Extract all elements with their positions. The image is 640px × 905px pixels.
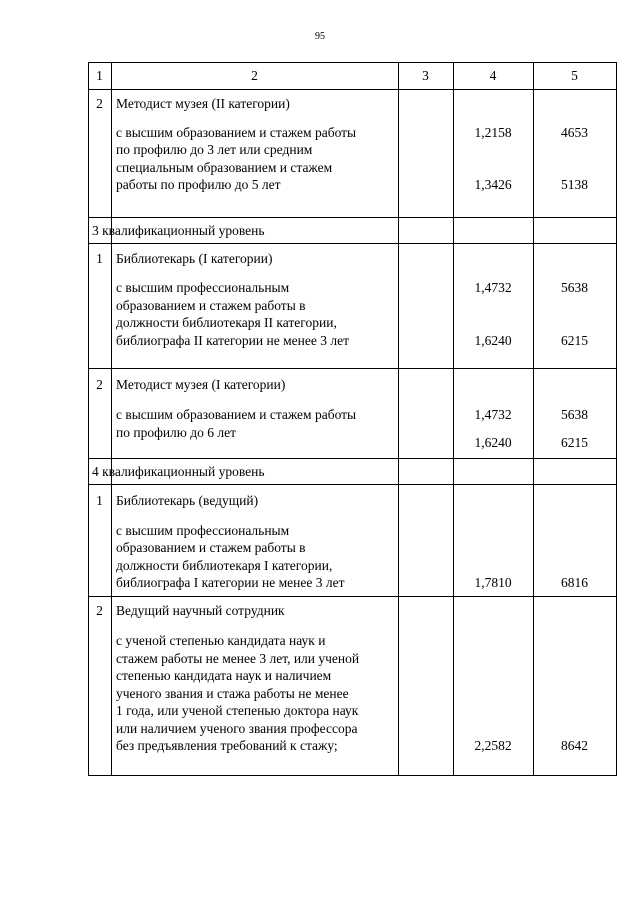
row-divider — [88, 458, 617, 459]
condition-line: без предъявления требований к стажу; — [116, 738, 338, 753]
condition-line: библиографа I категории не менее 3 лет — [116, 575, 345, 590]
coefficient-value: 1,7810 — [474, 575, 512, 590]
coefficient-value: 1,2158 — [474, 125, 512, 140]
row-divider — [88, 368, 617, 369]
condition-line: по профилю до 3 лет или средним — [116, 142, 313, 157]
header-col-3: 3 — [422, 68, 429, 83]
condition-line: по профилю до 6 лет — [116, 425, 236, 440]
table-border-bottom — [88, 775, 617, 776]
header-col-5: 5 — [571, 68, 578, 83]
row-number: 1 — [96, 251, 103, 266]
qualification-level-heading: 4 квалификационный уровень — [92, 464, 265, 479]
position-title: Методист музея (II категории) — [116, 96, 290, 111]
coefficient-value: 2,2582 — [474, 738, 512, 753]
condition-line: с высшим образованием и стажем работы — [116, 407, 357, 422]
salary-value: 5638 — [561, 407, 588, 422]
row-divider — [88, 217, 617, 218]
header-col-4: 4 — [489, 68, 497, 83]
condition-line: образованием и стажем работы в — [116, 540, 306, 555]
condition-line: с высшим образованием и стажем работы — [116, 125, 357, 140]
row-number: 2 — [96, 96, 103, 111]
position-title: Библиотекарь (I категории) — [116, 251, 273, 266]
position-title: Ведущий научный сотрудник — [116, 603, 285, 618]
condition-line: ученого звания и стажа работы не менее — [116, 686, 349, 701]
row-number: 1 — [96, 493, 103, 508]
page-number: 95 — [315, 31, 325, 42]
condition-line: степенью кандидата наук и наличием — [116, 668, 332, 683]
salary-table — [88, 62, 616, 776]
qualification-level-heading: 3 квалификационный уровень — [92, 223, 265, 238]
row-divider — [88, 596, 617, 597]
condition-line: с высшим профессиональным — [116, 280, 290, 295]
table-border-right — [616, 62, 617, 776]
table-border-top — [88, 62, 617, 63]
row-number: 2 — [96, 377, 103, 392]
header-col-2: 2 — [251, 68, 258, 83]
row-divider — [88, 243, 617, 244]
condition-line: с высшим профессиональным — [116, 523, 290, 538]
coefficient-value: 1,6240 — [474, 333, 512, 348]
condition-line: с ученой степенью кандидата наук и — [116, 633, 326, 648]
condition-line: должности библиотекаря I категории, — [116, 558, 333, 573]
condition-line: специальным образованием и стажем — [116, 160, 333, 175]
condition-line: образованием и стажем работы в — [116, 298, 306, 313]
position-title: Библиотекарь (ведущий) — [116, 493, 259, 508]
condition-line: или наличием ученого звания профессора — [116, 721, 358, 736]
coefficient-value: 1,3426 — [474, 177, 512, 192]
row-divider — [88, 89, 617, 90]
salary-value: 5638 — [561, 280, 588, 295]
condition-line: должности библиотекаря II категории, — [116, 315, 337, 330]
salary-value: 5138 — [561, 177, 588, 192]
condition-line: библиографа II категории не менее 3 лет — [116, 333, 349, 348]
coefficient-value: 1,4732 — [474, 280, 512, 295]
coefficient-value: 1,4732 — [474, 407, 512, 422]
column-divider-1 — [111, 62, 112, 776]
salary-value: 6816 — [561, 575, 588, 590]
row-number: 2 — [96, 603, 103, 618]
condition-line: 1 года, или ученой степенью доктора наук — [116, 703, 359, 718]
salary-value: 6215 — [561, 333, 588, 348]
column-divider-2 — [398, 62, 399, 776]
position-title: Методист музея (I категории) — [116, 377, 286, 392]
salary-value: 6215 — [561, 435, 588, 450]
header-col-1: 1 — [96, 68, 103, 83]
condition-line: работы по профилю до 5 лет — [116, 177, 281, 192]
salary-value: 8642 — [561, 738, 588, 753]
table-border-left — [88, 62, 89, 776]
row-divider — [88, 484, 617, 485]
coefficient-value: 1,6240 — [474, 435, 512, 450]
condition-line: стажем работы не менее 3 лет, или ученой — [116, 651, 360, 666]
salary-value: 4653 — [561, 125, 588, 140]
